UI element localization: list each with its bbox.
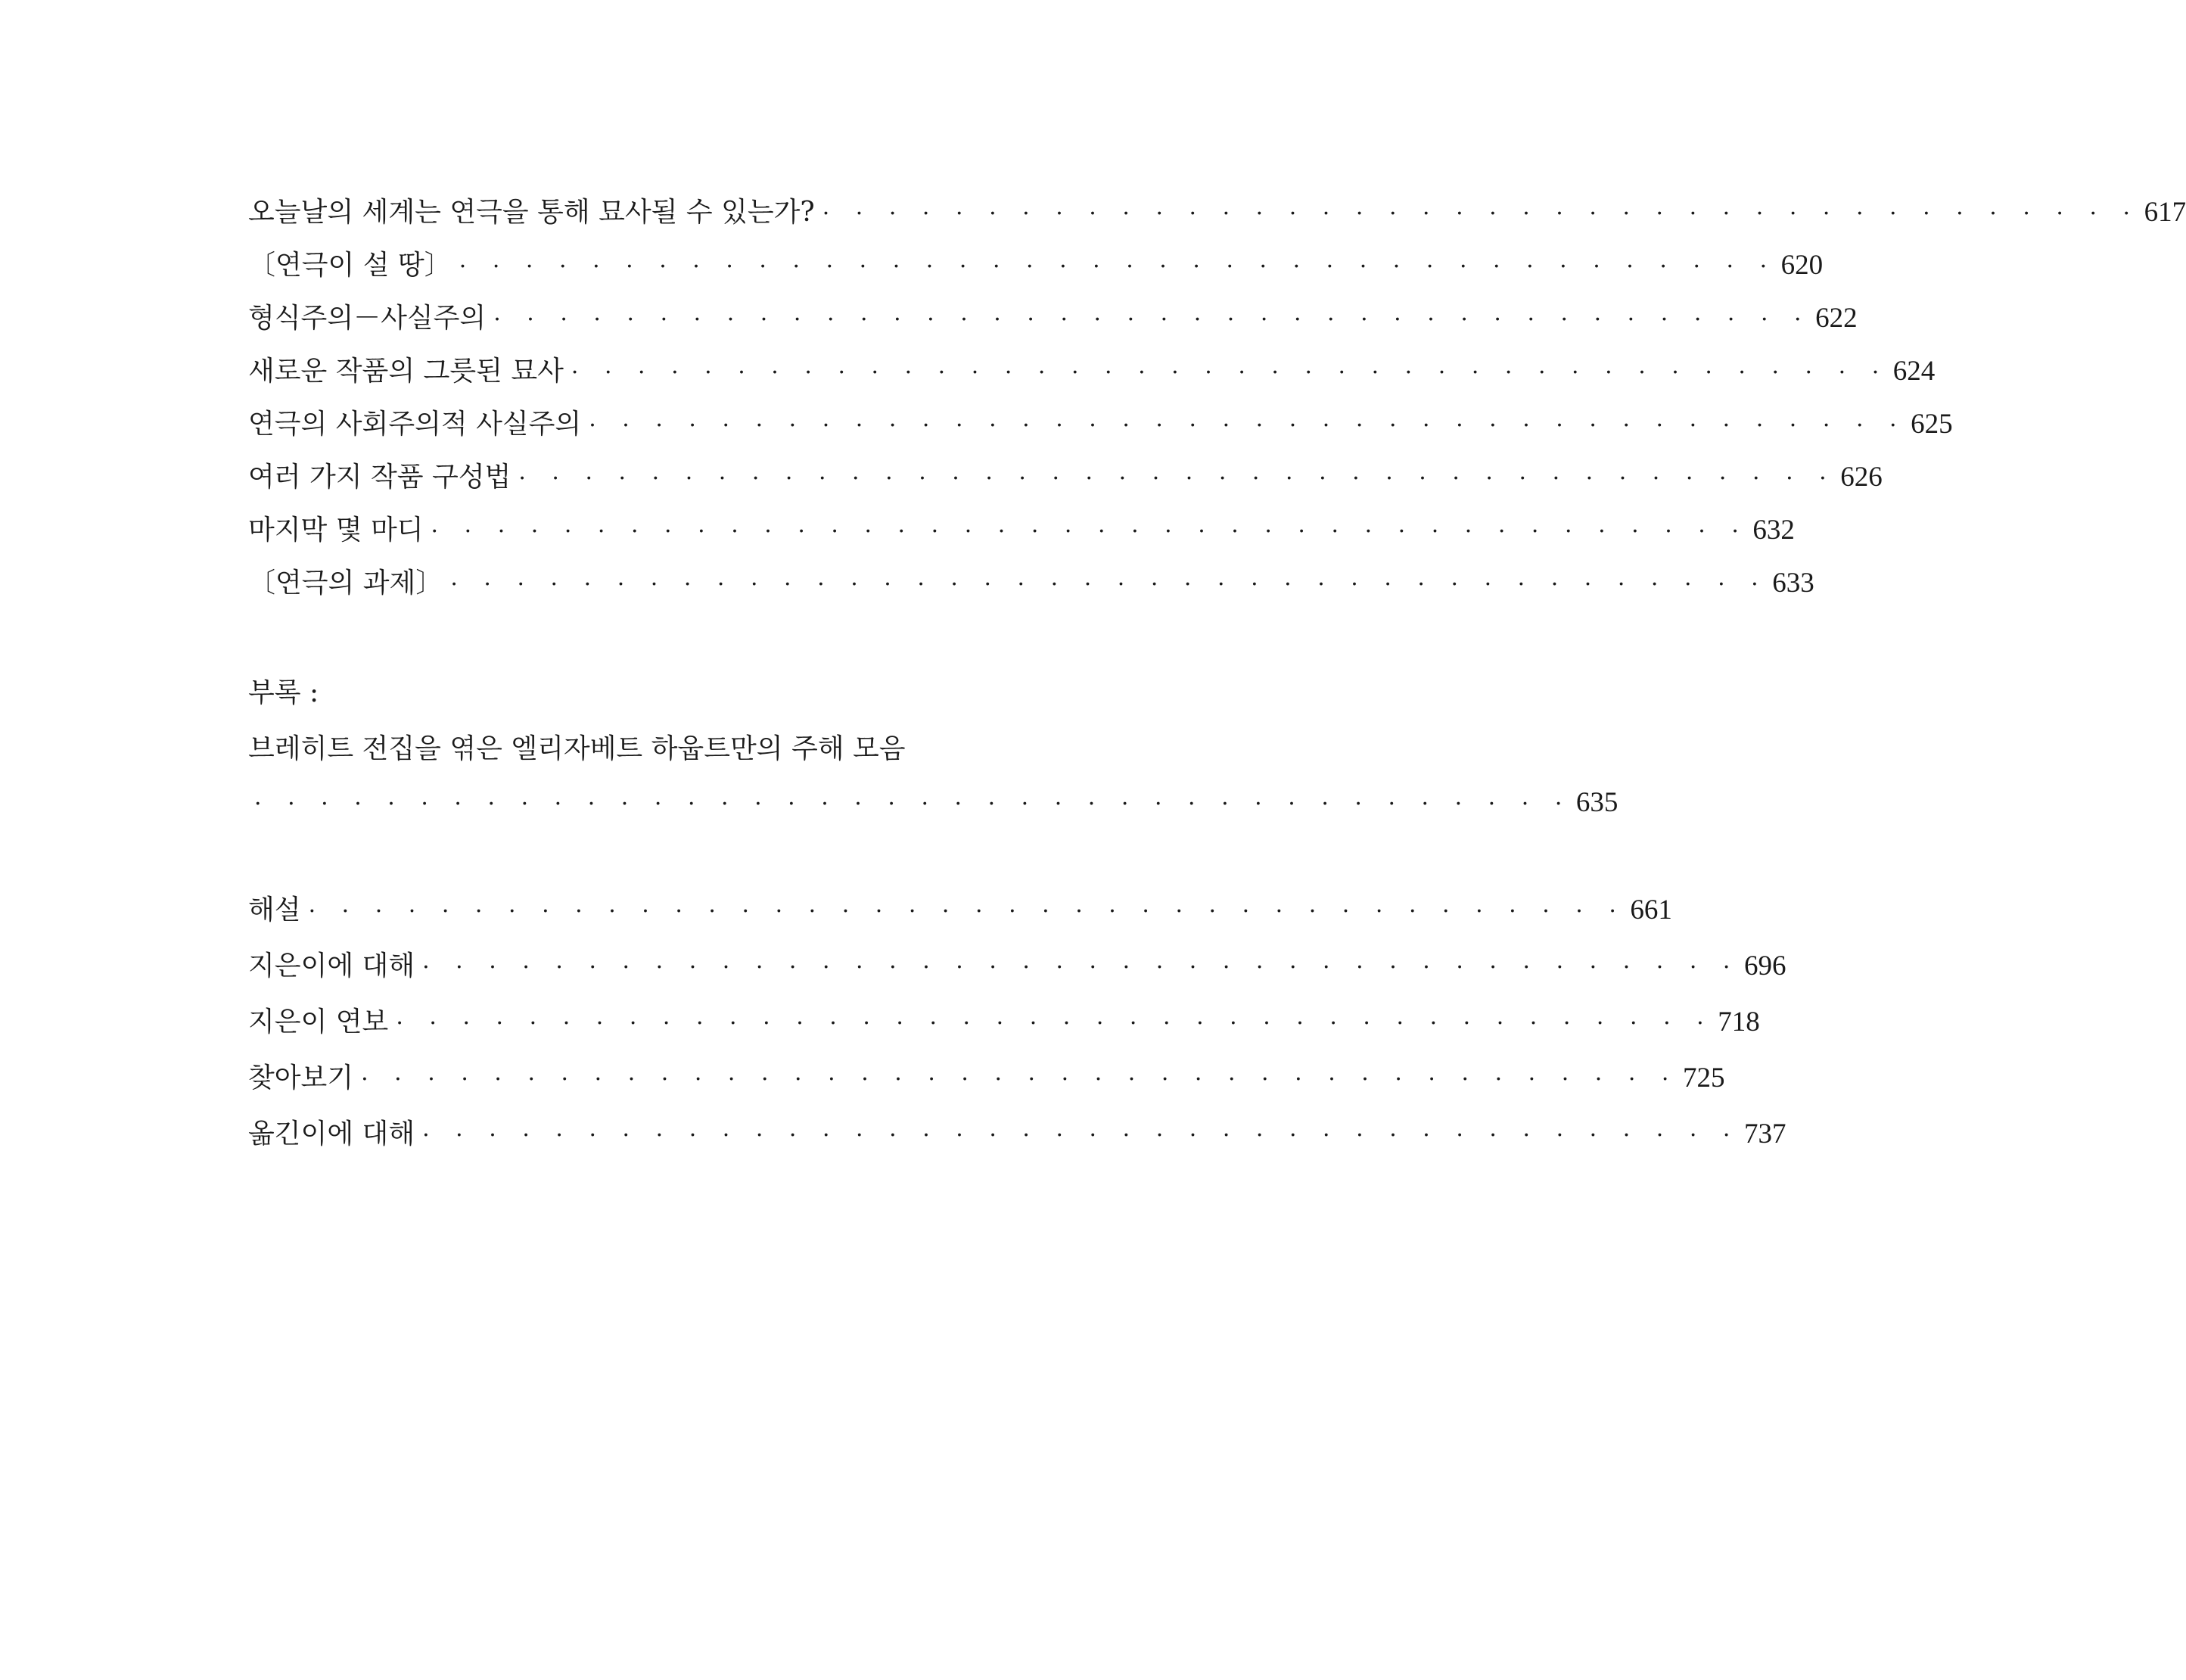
toc-entry xyxy=(248,292,1858,345)
toc-leader-dots: · · · · · · · · · · · · · · · · · · · · · · · · · · · · · · · · · · · · · · · · xyxy=(518,465,1836,492)
toc-entry-page: 725 xyxy=(1682,1062,1725,1094)
toc-entry-page: 626 xyxy=(1840,462,1883,493)
toc-leader-dots: · · · · · · · · · · · · · · · · · · · · · · · · · · · · · · · · · · · · · · · · xyxy=(450,571,1768,598)
toc-entry xyxy=(248,994,1760,1050)
toc-entry-title: 지은이에 대해 xyxy=(248,950,415,982)
toc-entry xyxy=(248,557,1814,610)
toc-entry xyxy=(248,1106,1786,1162)
toc-entry-title: 〔연극의 과제〕 xyxy=(248,568,443,599)
toc-entry-title: 여러 가지 작품 구성법 xyxy=(248,462,512,493)
toc-leader-dots: · · · · · · · · · · · · · · · · · · · · · · · · · · · · · · · · · · · · · · · · xyxy=(254,791,1572,817)
toc-entry xyxy=(248,186,2186,239)
toc-entry xyxy=(248,345,1936,398)
toc-entry-page: 635 xyxy=(1575,787,1619,818)
toc-entry-page: 625 xyxy=(1911,409,1953,440)
toc-entry-page: 661 xyxy=(1630,894,1672,926)
toc-entry xyxy=(248,504,1795,557)
toc-leader-dots: · · · · · · · · · · · · · · · · · · · · · · · · · · · · · · · · · · · · · · · · xyxy=(589,412,1907,439)
appendix-heading: 부록 : xyxy=(248,677,319,708)
toc-entry-page: 737 xyxy=(1743,1118,1786,1150)
appendix-subtitle: 브레히트 전집을 엮은 엘리자베트 하웁트만의 주해 모음 xyxy=(248,733,906,764)
toc-leader-dots: · · · · · · · · · · · · · · · · · · · · · · · · · · · · · · · · · · · · · · · · xyxy=(422,954,1740,981)
toc-entry xyxy=(248,239,1824,292)
toc-leader-dots: · · · · · · · · · · · · · · · · · · · · · · · · · · · · · · · · · · · · · · · · xyxy=(422,1122,1740,1149)
toc-leader-dots: · · · · · · · · · · · · · · · · · · · · · · · · · · · · · · · · · · · · · · · · xyxy=(459,254,1777,280)
toc-entry-title: 연극의 사회주의적 사실주의 xyxy=(248,409,582,440)
toc-leader-dots: · · · · · · · · · · · · · · · · · · · · · · · · · · · · · · · · · · · · · · · · xyxy=(396,1010,1714,1037)
toc-entry-title: 해설 xyxy=(248,894,301,926)
toc-entry-title: 〔연극이 설 땅〕 xyxy=(248,250,452,281)
toc-entry xyxy=(248,451,1883,504)
toc-entry-page: 624 xyxy=(1892,356,1936,387)
toc-leader-dots: · · · · · · · · · · · · · · · · · · · · · · · · · · · · · · · · · · · · · · · · xyxy=(308,898,1626,925)
toc-entry xyxy=(248,938,1786,994)
toc-entry-title: 새로운 작품의 그릇된 묘사 xyxy=(248,356,564,387)
toc-entry-page: 620 xyxy=(1780,250,1824,281)
toc-entry xyxy=(248,882,1672,938)
toc-entry-title: 오늘날의 세계는 연극을 통해 묘사될 수 있는가? xyxy=(248,197,815,228)
toc-entry xyxy=(248,776,1619,829)
toc-entry-page: 622 xyxy=(1815,303,1858,334)
toc-entry-page: 718 xyxy=(1718,1006,1760,1038)
toc-section-back-matter xyxy=(248,882,1786,1162)
toc-entry-page: 696 xyxy=(1743,950,1786,982)
toc-entry-page: 617 xyxy=(2144,197,2186,228)
toc-section-appendix xyxy=(248,666,1619,829)
toc-leader-dots: · · · · · · · · · · · · · · · · · · · · · · · · · · · · · · · · · · · · · · · · xyxy=(493,306,1811,333)
toc-entry-title: 찾아보기 xyxy=(248,1062,354,1094)
toc-entry-title: 마지막 몇 마디 xyxy=(248,515,424,546)
toc-entry-title: 형식주의－사실주의 xyxy=(248,303,487,334)
toc-entry xyxy=(248,1050,1725,1106)
toc-leader-dots: · · · · · · · · · · · · · · · · · · · · · · · · · · · · · · · · · · · · · · · · xyxy=(571,359,1889,386)
toc-entry xyxy=(248,398,1953,451)
toc-entry-page: 632 xyxy=(1752,515,1795,546)
toc-entry-page: 633 xyxy=(1772,568,1814,599)
toc-leader-dots: · · · · · · · · · · · · · · · · · · · · · · · · · · · · · · · · · · · · · · · · xyxy=(822,201,2140,227)
toc-entry-title: 지은이 연보 xyxy=(248,1006,389,1038)
toc-entry-title: 옮긴이에 대해 xyxy=(248,1118,415,1150)
toc-leader-dots: · · · · · · · · · · · · · · · · · · · · · · · · · · · · · · · · · · · · · · · · xyxy=(431,518,1749,545)
toc-leader-dots: · · · · · · · · · · · · · · · · · · · · · · · · · · · · · · · · · · · · · · · · xyxy=(361,1066,1678,1093)
toc-section-main xyxy=(248,186,2186,610)
